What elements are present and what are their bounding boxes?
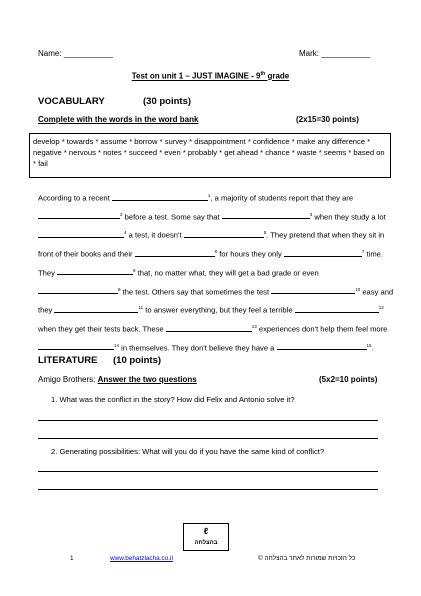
blank-number: 9 <box>118 286 121 292</box>
answer-line-q1-2[interactable] <box>38 438 378 439</box>
answer-blank-15[interactable] <box>277 342 367 350</box>
answer-blank-9[interactable] <box>38 286 118 294</box>
mark-field-label: Mark: ___________ <box>299 49 371 58</box>
blank-number: 14 <box>114 342 120 348</box>
answer-line-q1-1[interactable] <box>38 420 378 421</box>
answer-line-q2-1[interactable] <box>38 471 378 472</box>
answer-blank-14[interactable] <box>38 342 114 350</box>
answer-blank-8[interactable] <box>57 267 133 275</box>
page-title <box>0 71 421 81</box>
vocabulary-instruction-points: (2x15=30 points) <box>296 115 359 124</box>
blank-number: 13 <box>251 324 257 330</box>
answer-blank-4[interactable] <box>38 230 124 238</box>
answer-blank-5[interactable] <box>184 230 264 238</box>
answer-blank-12[interactable] <box>295 305 379 313</box>
literature-heading: LITERATURE <box>38 355 98 366</box>
blank-number: 15 <box>366 342 372 348</box>
blank-number: 7 <box>361 249 365 255</box>
word-bank-box: develop * towards * assume * borrow * survey * disappointment * confidence * make any difference * negative * nervous * notes * succeed * even * probably * get ahead * chance * waste * seems * based on * fail <box>29 133 391 178</box>
literature-instruction: Answer the two questions <box>97 375 197 384</box>
blank-number: 11 <box>138 305 144 311</box>
paragraph-text: time. They <box>38 249 383 278</box>
blank-number: 3 <box>309 211 313 217</box>
vocabulary-points: (30 points) <box>143 96 192 107</box>
answer-blank-1[interactable] <box>112 193 208 201</box>
website-link[interactable]: www.behatzlacha.co.il <box>110 555 173 562</box>
paragraph-text: . <box>371 343 374 353</box>
blank-number: 10 <box>355 286 361 292</box>
paragraph-text: a test, it doesn't <box>126 231 184 240</box>
answer-blank-2[interactable] <box>38 211 120 219</box>
blank-number: 1 <box>207 193 211 198</box>
question-2: 2. Generating possibilities: What will you do if you have the same kind of conflict? <box>51 447 325 456</box>
paragraph-text: when they study a lot <box>312 212 386 222</box>
title-superscript: th <box>260 71 266 77</box>
answer-line-q2-2[interactable] <box>38 489 378 490</box>
copyright-notice: כל הזכויות שמורות לאתר בהצלחה © <box>258 555 356 562</box>
blank-number: 4 <box>124 230 127 236</box>
answer-blank-6[interactable] <box>135 249 215 257</box>
logo-text: בהצלחה <box>194 540 218 546</box>
paragraph-text: before a test. Some say that <box>122 212 222 222</box>
vocabulary-instruction <box>38 115 198 124</box>
paragraph-text: , a majority of students report that they are <box>210 193 354 203</box>
answer-blank-13[interactable] <box>166 324 252 332</box>
literature-points: (10 points) <box>113 355 162 366</box>
paragraph-text: the test. Others say that sometimes the test <box>120 287 272 297</box>
answer-blank-7[interactable] <box>284 249 362 257</box>
paragraph-text: that, no matter what, they will get a bad grade or even <box>135 268 319 278</box>
paragraph-text: to answer everything, but they feel a terrible <box>143 305 295 315</box>
paragraph-text: for hours they only <box>217 249 284 259</box>
paragraph-text: experiences don't help them feel more <box>256 324 388 334</box>
vocabulary-heading: VOCABULARY <box>38 96 105 107</box>
question-1: 1. What was the conflict in the story? How did Felix and Antonio solve it? <box>51 395 295 404</box>
title-tail: grade <box>265 71 290 81</box>
answer-blank-3[interactable] <box>222 211 310 219</box>
blank-number: 5 <box>263 230 267 236</box>
paragraph-text: in themselves. They don't believe they have a <box>119 343 277 353</box>
paragraph-text: when they get their tests back. These <box>38 324 166 334</box>
paragraph-text: According to a recent <box>38 193 112 203</box>
vocabulary-instruction-text: Complete with the words in the word bank <box>38 115 199 124</box>
blank-number: 12 <box>378 305 384 311</box>
literature-instruction-points: (5x2=10 points) <box>319 375 378 384</box>
blank-number: 6 <box>214 249 218 255</box>
site-logo <box>183 523 229 551</box>
logo-mark-icon: ℓ <box>203 526 209 536</box>
paragraph-text: . They pretend that when they sit in front of their books and their <box>38 231 385 259</box>
page-number: 1 <box>70 555 74 562</box>
story-title: Amigo Brothers: <box>38 375 98 384</box>
title-main: Test on unit 1 – JUST IMAGINE - 9 <box>131 71 261 81</box>
literature-instruction-row <box>38 375 197 384</box>
paragraph-text: easy and they <box>38 287 394 315</box>
name-field-label: Name: ___________ <box>38 49 113 58</box>
blank-number: 2 <box>120 211 123 217</box>
answer-blank-10[interactable] <box>271 286 355 294</box>
answer-blank-11[interactable] <box>54 305 138 313</box>
cloze-paragraph <box>38 188 395 357</box>
blank-number: 8 <box>133 267 136 273</box>
